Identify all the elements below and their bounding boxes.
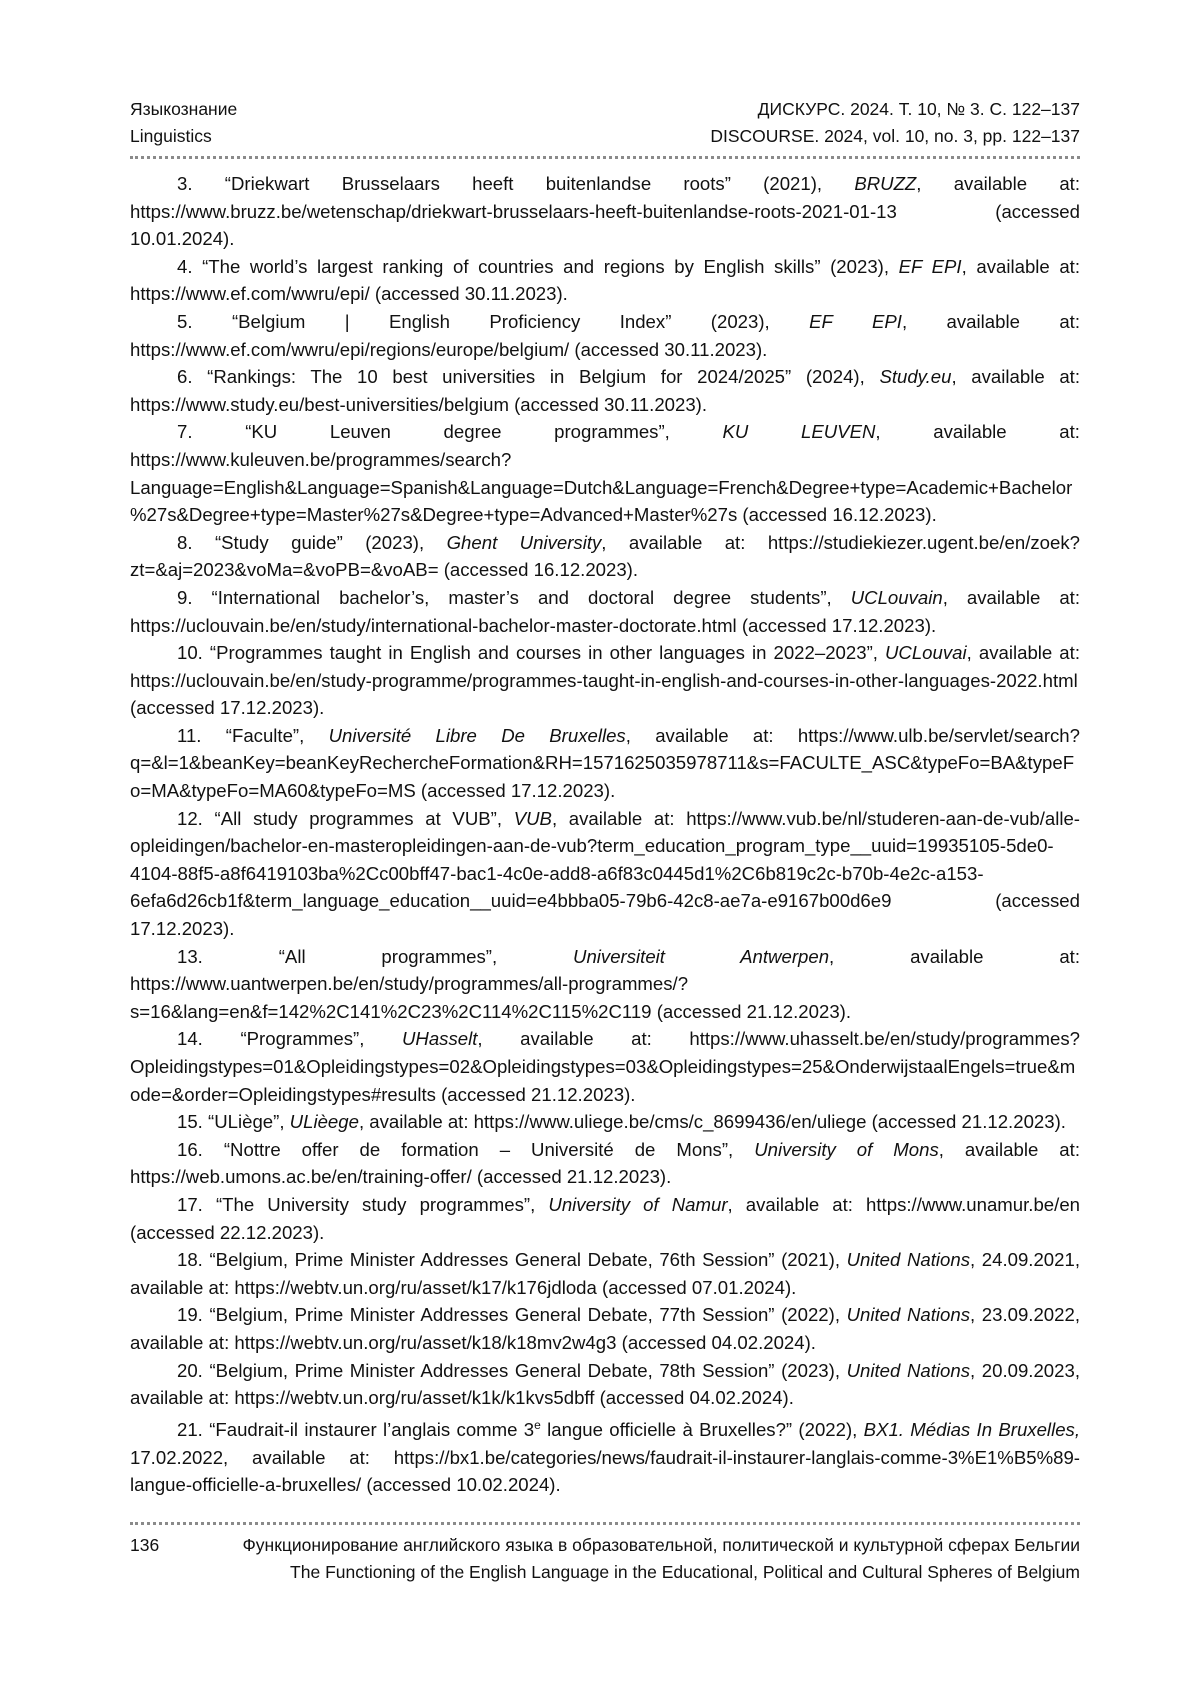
- article-title-en: The Functioning of the English Language in the Educational, Political and Cultural Spheres of Belgium: [290, 1562, 1080, 1582]
- reference-source: United Nations: [846, 1359, 970, 1381]
- journal-citation-ru: ДИСКУРС. 2024. Т. 10, № 3. С. 122–137: [757, 99, 1080, 119]
- reference-list: [130, 170, 1080, 1499]
- reference-entry: [130, 1301, 1080, 1356]
- reference-title: “Belgium, Prime Minister Addresses General Debate, 76th Session” (2021),: [209, 1249, 847, 1271]
- reference-source: United Nations: [846, 1304, 970, 1326]
- reference-entry: [130, 253, 1080, 308]
- reference-details: , 24.09.2021, available at: https://webtv.un.org/ru/asset/k17/k176jdloda (accessed 07.01.2024).: [130, 1249, 1080, 1298]
- running-header-row-en: [130, 123, 1080, 150]
- reference-number: 6.: [177, 366, 193, 388]
- reference-details: , available at: https://www.ef.com/wwru/epi/regions/europe/belgium/ (accessed 30.11.2023).: [130, 310, 1080, 360]
- reference-source: KU LEUVEN: [722, 421, 876, 443]
- reference-title: “Faculte”,: [225, 724, 329, 746]
- reference-source: Ghent University: [446, 531, 602, 553]
- reference-number: 10.: [177, 642, 203, 664]
- journal-citation-en: DISCOURSE. 2024, vol. 10, no. 3, pp. 122–137: [710, 126, 1080, 146]
- reference-details: , available at: https://studiekiezer.ugent.be/en/zoek?zt=&aj=2023&voMa=&voPB=&voAB= (accessed 16.12.2023).: [130, 531, 1080, 581]
- reference-source: Universiteit Antwerpen: [573, 945, 830, 967]
- reference-entry: [130, 1025, 1080, 1108]
- reference-number: 7.: [177, 421, 193, 443]
- reference-details: , available at: https://web.umons.ac.be/en/training-offer/ (accessed 21.12.2023).: [130, 1138, 1080, 1188]
- reference-details: , available at: https://uclouvain.be/en/study/international-bachelor-master-doctorate.html (accessed 17.12.2023).: [130, 586, 1080, 636]
- superscript-ordinal: e: [534, 1417, 541, 1432]
- reference-details: , available at: https://www.uhasselt.be/en/study/programmes?Opleidingstypes=01&Opleidingstypes=02&Opleidingstypes=03&Opleidingstypes=25&OnderwijstaalEngels=true&mode=&order=Opleidingstypes#results (accessed 21.12.2023).: [130, 1028, 1081, 1105]
- reference-entry: [130, 639, 1080, 722]
- reference-details: , available at: https://www.uantwerpen.be/en/study/programmes/all-programmes/?s=16&lang=en&f=142%2C141%2C23%2C114%2C115%2C119 (accessed 21.12.2023).: [130, 945, 1080, 1022]
- reference-number: 15.: [177, 1111, 203, 1133]
- reference-source: EF EPI: [898, 255, 962, 277]
- reference-number: 18.: [177, 1249, 203, 1271]
- reference-source: United Nations: [846, 1249, 970, 1271]
- reference-title: “Belgium, Prime Minister Addresses General Debate, 78th Session” (2023),: [209, 1359, 847, 1381]
- reference-entry: [130, 418, 1080, 528]
- reference-title: “Nottre offer de formation – Université de Mons”,: [223, 1138, 755, 1160]
- reference-title: “Programmes”,: [240, 1028, 402, 1050]
- reference-number: 12.: [177, 807, 203, 829]
- reference-number: 21.: [177, 1418, 203, 1440]
- reference-title: “Rankings: The 10 best universities in Belgium for 2024/2025” (2024),: [207, 366, 880, 388]
- reference-title: “All programmes”,: [278, 945, 574, 967]
- article-title-ru: Функционирование английского языка в образовательной, политической и культурной сферах Бельгии: [242, 1535, 1080, 1555]
- running-header: [130, 96, 1080, 150]
- reference-title: “The University study programmes”,: [215, 1193, 549, 1215]
- reference-details: 17.02.2022, available at: https://bx1.be/categories/news/faudrait-il-instaurer-langlais-comme-3%E1%B5%89-langue-officielle-a-bruxelles/ (accessed 10.02.2024).: [130, 1446, 1080, 1496]
- reference-details: , 20.09.2023, available at: https://webtv.un.org/ru/asset/k1k/k1kvs5dbff (accessed 04.02.2024).: [130, 1359, 1080, 1409]
- reference-source: ULièege: [289, 1111, 359, 1133]
- reference-source: VUB: [513, 807, 552, 829]
- reference-number: 9.: [177, 586, 193, 608]
- reference-entry: [130, 805, 1080, 943]
- reference-entry: [130, 1108, 1080, 1136]
- reference-number: 14.: [177, 1028, 203, 1050]
- section-name-en: Linguistics: [130, 126, 212, 146]
- reference-number: 5.: [177, 310, 193, 332]
- reference-entry: [130, 308, 1080, 363]
- reference-number: 16.: [177, 1138, 203, 1160]
- reference-entry: [130, 943, 1080, 1026]
- reference-title-cont: langue officielle à Bruxelles?” (2022),: [540, 1418, 864, 1440]
- reference-details: , 23.09.2022, available at: https://webtv.un.org/ru/asset/k18/k18mv2w4g3 (accessed 04.02.2024).: [130, 1304, 1080, 1353]
- reference-number: 13.: [177, 945, 203, 967]
- reference-entry: [130, 1412, 1080, 1499]
- reference-title: “International bachelor’s, master’s and doctoral degree students”,: [211, 586, 851, 608]
- section-name-ru: Языкознание: [130, 99, 238, 119]
- reference-details: , available at: https://www.study.eu/best-universities/belgium (accessed 30.11.2023).: [130, 366, 1080, 415]
- reference-number: 8.: [177, 531, 193, 553]
- reference-entry: [130, 584, 1080, 639]
- reference-details: , available at: https://www.ulb.be/servlet/search?q=&l=1&beanKey=beanKeyRechercheFormation&RH=1571625035978711&s=FACULTE_ASC&typeFo=BA&typeFo=MA&typeFo=MA60&typeFo=MS (accessed 17.12.2023).: [130, 724, 1080, 802]
- reference-details: , available at: https://www.bruzz.be/wetenschap/driekwart-brusselaars-heeft-buitenlandse-roots-2021-01-13 (accessed 10.01.2024).: [130, 173, 1081, 250]
- reference-title: “Faudrait-il instaurer l’anglais comme 3: [209, 1418, 535, 1440]
- reference-details: , available at: https://www.uliege.be/cms/c_8699436/en/uliege (accessed 21.12.2023).: [358, 1111, 1066, 1133]
- reference-number: 17.: [177, 1193, 203, 1215]
- reference-source: University of Namur: [548, 1193, 728, 1215]
- reference-title: “The world’s largest ranking of countries and regions by English skills” (2023),: [202, 255, 899, 277]
- reference-entry: [130, 1191, 1080, 1246]
- header-divider: [130, 156, 1080, 159]
- reference-title: “All study programmes at VUB”,: [214, 807, 514, 829]
- reference-details: , available at: https://www.kuleuven.be/programmes/search?Language=English&Language=Spanish&Language=Dutch&Language=French&Degree+type=Academic+Bachelor%27s&Degree+type=Master%27s&Degree+type=Advanced+Master%27s (accessed 16.12.2023).: [130, 421, 1080, 526]
- reference-source: University of Mons: [754, 1138, 939, 1160]
- reference-title: “KU Leuven degree programmes”,: [245, 421, 723, 443]
- reference-source: BRUZZ: [854, 173, 917, 194]
- running-footer: [130, 1532, 1080, 1586]
- reference-details: , available at: https://www.vub.be/nl/studeren-aan-de-vub/alle-opleidingen/bachelor-en-masteropleidingen-aan-de-vub?term_education_program_type__uuid=19935105-5de0-4104-88f5-a8f6419103ba%2Cc00bff47-bac1-4c0e-add8-a6f83c0445d1%2C6b819c2c-b70b-4e2c-a153-6efa6d26cb1f&term_language_education__uuid=e4bbba05-79b6-42c8-ae7a-e9167b00d6e9 (accessed 17.12.2023).: [130, 807, 1080, 940]
- reference-source: UCLouvain: [850, 586, 943, 608]
- reference-source: Study.eu: [879, 366, 952, 388]
- reference-number: 3.: [177, 173, 193, 194]
- reference-details: , available at: https://www.ef.com/wwru/epi/ (accessed 30.11.2023).: [130, 255, 1081, 305]
- reference-source: UCLouvai: [884, 642, 967, 664]
- running-header-row-ru: [130, 96, 1080, 123]
- reference-title: “Programmes taught in English and courses in other languages in 2022–2023”,: [209, 642, 885, 664]
- reference-entry: [130, 363, 1080, 418]
- reference-entry: [130, 1246, 1080, 1301]
- reference-source: UHasselt: [401, 1028, 478, 1050]
- reference-title: “Belgium | English Proficiency Index” (2023),: [231, 310, 810, 332]
- reference-entry: [130, 529, 1080, 584]
- reference-details: , available at: https://uclouvain.be/en/study-programme/programmes-taught-in-english-and-courses-in-other-languages-2022.html (accessed 17.12.2023).: [130, 642, 1080, 719]
- reference-entry: [130, 170, 1080, 253]
- reference-number: 19.: [177, 1304, 203, 1326]
- reference-number: 4.: [177, 255, 193, 277]
- footer-divider: [130, 1522, 1080, 1525]
- reference-title: “Belgium, Prime Minister Addresses General Debate, 77th Session” (2022),: [209, 1304, 847, 1326]
- reference-entry: [130, 722, 1080, 805]
- reference-title: “Driekwart Brusselaars heeft buitenlandse roots” (2021),: [224, 173, 855, 194]
- reference-number: 20.: [177, 1359, 203, 1381]
- reference-entry: [130, 1357, 1080, 1412]
- reference-entry: [130, 1136, 1080, 1191]
- reference-source: Université Libre De Bruxelles: [328, 724, 626, 746]
- reference-title: “Study guide” (2023),: [214, 531, 447, 553]
- page-number: 136: [130, 1535, 160, 1555]
- reference-number: 11.: [177, 724, 202, 746]
- reference-source: BX1. Médias In Bruxelles,: [863, 1418, 1080, 1440]
- reference-title: “ULiège”,: [208, 1111, 290, 1133]
- reference-details: , available at: https://www.unamur.be/en (accessed 22.12.2023).: [130, 1193, 1080, 1243]
- reference-source: EF EPI: [809, 310, 902, 332]
